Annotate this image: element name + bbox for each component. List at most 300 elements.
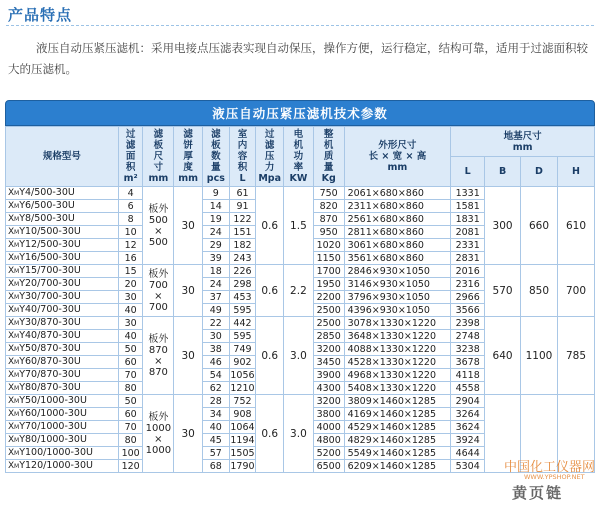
model-subscript: M (14, 463, 20, 470)
header-weight-char: 整 (323, 129, 334, 140)
volume-cell: 91 (229, 200, 256, 213)
model-name: Y80/870-30U (19, 382, 81, 393)
plate-count-cell: 49 (202, 304, 229, 317)
header-area (118, 127, 143, 187)
model-cell (6, 460, 119, 473)
volume-cell: 595 (229, 304, 256, 317)
header-pressure (256, 127, 284, 187)
model-prefix: X (8, 461, 15, 471)
plate-size-cell (143, 265, 174, 317)
model-prefix: X (8, 422, 15, 432)
base-l-cell: 4118 (451, 369, 485, 382)
model-subscript: M (14, 268, 20, 275)
area-cell: 60 (118, 408, 143, 421)
table-row (6, 187, 595, 200)
plate-count-cell: 40 (202, 421, 229, 434)
model-subscript: M (14, 203, 20, 210)
model-prefix: X (8, 188, 15, 198)
header-base (451, 127, 595, 157)
model-prefix: X (8, 201, 15, 211)
model-prefix: X (8, 266, 15, 276)
area-cell: 16 (118, 252, 143, 265)
volume-cell: 752 (229, 395, 256, 408)
outer-size-cell: 6209×1460×1285 (344, 460, 451, 473)
model-prefix: X (8, 305, 15, 315)
model-name: Y4/500-30U (19, 187, 75, 198)
base-l-cell: 2331 (451, 239, 485, 252)
header-plate_size-char: 尺 (153, 151, 164, 162)
plate-size-line: 700 (148, 279, 168, 291)
model-subscript: M (14, 359, 20, 366)
weight-cell: 750 (313, 187, 344, 200)
plate-size-line: × (154, 225, 163, 237)
outer-size-cell: 2811×680×860 (344, 226, 451, 239)
title-rule (6, 25, 594, 26)
base-h-cell: 610 (557, 187, 594, 265)
plate-size-line: 板外 (148, 268, 169, 280)
weight-cell: 3900 (313, 369, 344, 382)
model-name: Y8/500-30U (19, 213, 75, 224)
weight-cell: 1150 (313, 252, 344, 265)
model-subscript: M (14, 255, 20, 262)
model-cell (6, 356, 119, 369)
header-power-char: 电 (293, 129, 304, 140)
header-plate_count-char: 数 (211, 151, 221, 162)
model-cell (6, 252, 119, 265)
plate-count-cell: 29 (202, 239, 229, 252)
header-weight-char: 机 (323, 140, 334, 151)
model-subscript: M (14, 333, 20, 340)
header-weight (313, 127, 344, 187)
model-prefix: X (8, 396, 15, 406)
outer-size-cell: 2561×680×860 (344, 213, 451, 226)
base-l-cell: 1581 (451, 200, 485, 213)
plate-count-cell: 34 (202, 408, 229, 421)
base-b-cell: 300 (485, 187, 521, 265)
weight-cell: 3200 (313, 343, 344, 356)
base-l-cell: 2748 (451, 330, 485, 343)
header-base-unit: mm (512, 141, 533, 153)
model-cell (6, 382, 119, 395)
model-prefix: X (8, 448, 15, 458)
spec-table-body (6, 187, 595, 473)
header-area-char: 过 (125, 129, 136, 140)
area-cell: 6 (118, 200, 143, 213)
plate-size-line: 1000 (145, 444, 172, 456)
header-volume-char: 内 (237, 140, 248, 151)
outer-size-cell: 2311×680×860 (344, 200, 451, 213)
volume-cell: 902 (229, 356, 256, 369)
base-b-cell: 570 (485, 265, 521, 317)
header-pressure-char: 压 (264, 151, 275, 162)
model-cell (6, 291, 119, 304)
model-subscript: M (14, 398, 20, 405)
area-cell: 15 (118, 265, 143, 278)
plate-count-cell: 38 (202, 343, 229, 356)
header-volume-unit: L (239, 173, 246, 184)
base-l-cell: 2081 (451, 226, 485, 239)
header-cake-unit: mm (178, 173, 199, 184)
header-area-char: 滤 (125, 140, 136, 151)
header-base-title: 地基尺寸 (503, 130, 542, 142)
model-name: Y10/500-30U (19, 226, 81, 237)
base-l-cell: 5304 (451, 460, 485, 473)
header-volume-char: 容 (237, 151, 248, 162)
area-cell: 20 (118, 278, 143, 291)
weight-cell: 4300 (313, 382, 344, 395)
volume-cell: 182 (229, 239, 256, 252)
weight-cell: 950 (313, 226, 344, 239)
area-cell: 30 (118, 291, 143, 304)
model-cell (6, 317, 119, 330)
model-prefix: X (8, 240, 15, 250)
weight-cell: 1020 (313, 239, 344, 252)
outer-size-cell: 3648×1330×1220 (344, 330, 451, 343)
area-cell: 4 (118, 187, 143, 200)
model-subscript: M (14, 437, 20, 444)
header-pressure-unit: Mpa (258, 173, 282, 184)
plate-count-cell: 54 (202, 369, 229, 382)
base-l-cell: 2316 (451, 278, 485, 291)
model-subscript: M (14, 450, 20, 457)
base-l-cell: 3624 (451, 421, 485, 434)
model-prefix: X (8, 279, 15, 289)
volume-cell: 1194 (230, 434, 255, 446)
volume-cell: 442 (229, 317, 256, 330)
header-power-char: 功 (293, 151, 304, 162)
base-l-cell: 1831 (451, 213, 485, 226)
model-name: Y120/1000-30U (19, 460, 93, 471)
weight-cell: 4800 (313, 434, 344, 447)
header-cake-char: 度 (183, 162, 193, 173)
model-prefix: X (8, 331, 15, 341)
header-weight-unit: Kg (321, 173, 336, 184)
model-cell (6, 187, 119, 200)
area-cell: 60 (118, 356, 143, 369)
header-outer (344, 127, 451, 187)
pressure-cell: 0.6 (256, 187, 284, 265)
weight-cell: 1700 (313, 265, 344, 278)
outer-size-cell: 2846×930×1050 (344, 265, 451, 278)
pressure-cell: 0.6 (256, 395, 284, 473)
header-base-h: H (557, 157, 594, 187)
plate-count-cell: 19 (202, 213, 229, 226)
header-cake (174, 127, 203, 187)
table-title: 液压自动压紧压滤机技术参数 (5, 100, 595, 126)
base-h-cell: 785 (557, 317, 594, 395)
outer-size-cell: 4528×1330×1220 (344, 356, 451, 369)
plate-count-cell: 39 (202, 252, 229, 265)
outer-size-cell: 3809×1460×1285 (344, 395, 451, 408)
plate-count-cell: 62 (202, 382, 229, 395)
plate-size-cell (143, 187, 174, 265)
weight-cell: 2500 (313, 317, 344, 330)
header-pressure-char: 力 (264, 162, 275, 173)
plate-size-line: × (154, 433, 163, 445)
model-name: Y12/500-30U (19, 239, 81, 250)
model-cell (6, 421, 119, 434)
header-base-b: B (485, 157, 521, 187)
model-name: Y70/870-30U (19, 369, 81, 380)
area-cell: 12 (118, 239, 143, 252)
model-name: Y80/1000-30U (19, 434, 87, 445)
volume-cell: 61 (229, 187, 256, 200)
spec-table (5, 126, 595, 473)
model-prefix: X (8, 435, 15, 445)
base-l-cell: 3924 (451, 434, 485, 447)
base-l-cell: 3264 (451, 408, 485, 421)
model-name: Y100/1000-30U (19, 447, 93, 458)
outer-size-cell: 4396×930×1050 (344, 304, 451, 317)
header-plate_size-char: 滤 (153, 129, 164, 140)
base-l-cell: 3678 (451, 356, 485, 369)
header-volume-char: 积 (237, 162, 248, 173)
header-volume-char: 室 (237, 129, 248, 140)
power-cell: 3.0 (284, 395, 314, 473)
plate-count-cell: 24 (202, 226, 229, 239)
model-subscript: M (14, 307, 20, 314)
outer-size-cell: 2061×680×860 (344, 187, 451, 200)
base-l-cell: 1331 (451, 187, 485, 200)
plate-size-cell (143, 395, 174, 473)
watermark-site-name: 中国化工仪器网 (504, 460, 596, 475)
model-cell (6, 447, 119, 460)
area-cell: 50 (118, 343, 143, 356)
base-h-cell: 700 (557, 265, 594, 317)
intro-paragraph: 液压自动压紧压滤机：采用电接点压滤表实现自动保压，操作方便，运行稳定，结构可靠，适用于过滤面积较大的压滤机。 (8, 41, 588, 76)
model-subscript: M (14, 294, 20, 301)
weight-cell: 2200 (313, 291, 344, 304)
volume-cell: 1210 (230, 382, 255, 394)
model-cell (6, 226, 119, 239)
header-cake-char: 饼 (183, 140, 193, 151)
header-area-char: 积 (125, 162, 136, 173)
header-pressure-char: 过 (264, 129, 275, 140)
model-prefix: X (8, 318, 15, 328)
model-name: Y60/870-30U (19, 356, 81, 367)
model-cell (6, 213, 119, 226)
model-name: Y70/1000-30U (19, 421, 87, 432)
plate-count-cell: 45 (202, 434, 229, 447)
outer-size-cell: 5549×1460×1285 (344, 447, 451, 460)
base-l-cell: 2904 (451, 395, 485, 408)
outer-size-cell: 3078×1330×1220 (344, 317, 451, 330)
model-subscript: M (14, 385, 20, 392)
cake-cell: 30 (174, 317, 203, 395)
volume-cell: 908 (229, 408, 256, 421)
area-cell: 70 (118, 369, 143, 382)
section-title: 产品特点 (8, 6, 73, 24)
table-row (6, 317, 595, 330)
outer-size-cell: 4169×1460×1285 (344, 408, 451, 421)
model-cell (6, 395, 119, 408)
outer-size-cell: 4968×1330×1220 (344, 369, 451, 382)
area-cell: 40 (118, 304, 143, 317)
weight-cell: 5200 (313, 447, 344, 460)
base-d-cell: 850 (521, 265, 558, 317)
base-l-cell: 3238 (451, 343, 485, 356)
model-cell (6, 434, 119, 447)
header-cake-char: 厚 (183, 151, 193, 162)
model-cell (6, 200, 119, 213)
plate-size-line: 板外 (148, 203, 169, 215)
plate-size-line: 板外 (148, 333, 169, 345)
plate-size-cell (143, 317, 174, 395)
power-cell: 3.0 (284, 317, 314, 395)
model-name: Y50/870-30U (19, 343, 81, 354)
volume-cell: 453 (229, 291, 256, 304)
model-subscript: M (14, 320, 20, 327)
table-row (6, 265, 595, 278)
volume-cell: 1056 (230, 369, 255, 381)
plate-size-line: 870 (148, 344, 168, 356)
volume-cell: 243 (229, 252, 256, 265)
outer-size-cell: 5408×1330×1220 (344, 382, 451, 395)
base-l-cell: 2398 (451, 317, 485, 330)
header-plate-size (143, 127, 174, 187)
model-cell (6, 278, 119, 291)
volume-cell: 1064 (230, 421, 255, 433)
area-cell: 70 (118, 421, 143, 434)
plate-count-cell: 24 (202, 278, 229, 291)
plate-size-line: 500 (148, 236, 168, 248)
weight-cell: 3200 (313, 395, 344, 408)
model-cell (6, 343, 119, 356)
plate-count-cell: 14 (202, 200, 229, 213)
area-cell: 30 (118, 317, 143, 330)
plate-size-line: × (154, 290, 163, 302)
area-cell: 50 (118, 395, 143, 408)
weight-cell: 820 (313, 200, 344, 213)
outer-size-cell: 3061×680×860 (344, 239, 451, 252)
model-name: Y15/700-30U (19, 265, 81, 276)
model-prefix: X (8, 409, 15, 419)
outer-size-cell: 4088×1330×1220 (344, 343, 451, 356)
model-prefix: X (8, 357, 15, 367)
header-pressure-char: 滤 (264, 140, 275, 151)
model-prefix: X (8, 227, 15, 237)
outer-size-cell: 4529×1460×1285 (344, 421, 451, 434)
header-weight-char: 量 (323, 162, 334, 173)
pressure-cell: 0.6 (256, 317, 284, 395)
model-subscript: M (14, 346, 20, 353)
cake-cell: 30 (174, 395, 203, 473)
model-prefix: X (8, 370, 15, 380)
area-cell: 40 (118, 330, 143, 343)
header-power-char: 率 (293, 162, 304, 173)
header-area-unit: m² (123, 173, 138, 184)
header-model: 规格型号 (6, 127, 119, 187)
outer-size-cell: 3561×680×860 (344, 252, 451, 265)
base-l-cell: 2966 (451, 291, 485, 304)
volume-cell: 1790 (230, 460, 255, 472)
header-outer-title: 外形尺寸 (378, 140, 417, 151)
model-subscript: M (14, 190, 20, 197)
weight-cell: 3800 (313, 408, 344, 421)
header-cake-char: 滤 (183, 129, 193, 140)
plate-count-cell: 9 (202, 187, 229, 200)
table-row (6, 395, 595, 408)
model-name: Y30/870-30U (19, 317, 81, 328)
header-power-char: 机 (293, 140, 304, 151)
plate-count-cell: 18 (202, 265, 229, 278)
weight-cell: 2500 (313, 304, 344, 317)
outer-size-cell: 4829×1460×1285 (344, 434, 451, 447)
header-power (284, 127, 314, 187)
area-cell: 100 (118, 447, 143, 460)
model-name: Y40/870-30U (19, 330, 81, 341)
base-d-cell: 660 (521, 187, 558, 265)
plate-size-line: 870 (148, 366, 168, 378)
model-subscript: M (14, 242, 20, 249)
model-name: Y20/700-30U (19, 278, 81, 289)
header-plate-count (202, 127, 229, 187)
watermark-brand: 黄页链 (512, 484, 564, 502)
model-cell (6, 304, 119, 317)
header-plate_count-unit: pcs (206, 173, 225, 184)
plate-count-cell: 30 (202, 330, 229, 343)
power-cell: 2.2 (284, 265, 314, 317)
area-cell: 80 (118, 434, 143, 447)
weight-cell: 2850 (313, 330, 344, 343)
plate-count-cell: 28 (202, 395, 229, 408)
base-l-cell: 4558 (451, 382, 485, 395)
cake-cell: 30 (174, 265, 203, 317)
header-base-d: D (521, 157, 558, 187)
header-plate_size-char: 寸 (153, 162, 164, 173)
model-name: Y6/500-30U (19, 200, 75, 211)
model-cell (6, 369, 119, 382)
weight-cell: 6500 (313, 460, 344, 473)
base-l-cell: 2016 (451, 265, 485, 278)
power-cell: 1.5 (284, 187, 314, 265)
header-outer-sub: 长 × 宽 × 高 (368, 151, 427, 162)
weight-cell: 1950 (313, 278, 344, 291)
volume-cell: 1505 (230, 447, 255, 459)
model-name: Y40/700-30U (19, 304, 81, 315)
model-cell (6, 408, 119, 421)
model-name: Y60/1000-30U (19, 408, 87, 419)
model-name: Y16/500-30U (19, 252, 81, 263)
watermark-url: WWW.YPSHOP.NET (524, 473, 585, 481)
header-plate_size-unit: mm (148, 173, 169, 184)
volume-cell: 122 (229, 213, 256, 226)
base-l-cell: 3566 (451, 304, 485, 317)
base-d-cell: 1100 (521, 317, 558, 395)
volume-cell: 298 (229, 278, 256, 291)
model-cell (6, 239, 119, 252)
volume-cell: 226 (229, 265, 256, 278)
weight-cell: 3450 (313, 356, 344, 369)
base-l-cell: 4644 (451, 447, 485, 460)
volume-cell: 595 (229, 330, 256, 343)
model-cell (6, 330, 119, 343)
header-outer-unit: mm (387, 162, 408, 173)
outer-size-cell: 3796×930×1050 (344, 291, 451, 304)
header-plate_count-char: 滤 (211, 129, 221, 140)
base-l-cell: 2831 (451, 252, 485, 265)
area-cell: 120 (118, 460, 143, 473)
plate-size-line: 500 (148, 214, 168, 226)
spec-table-container (5, 100, 595, 510)
header-plate_count-char: 板 (211, 140, 221, 151)
plate-count-cell: 46 (202, 356, 229, 369)
model-prefix: X (8, 383, 15, 393)
plate-size-line: 1000 (145, 422, 172, 434)
weight-cell: 4000 (313, 421, 344, 434)
model-prefix: X (8, 292, 15, 302)
weight-cell: 870 (313, 213, 344, 226)
